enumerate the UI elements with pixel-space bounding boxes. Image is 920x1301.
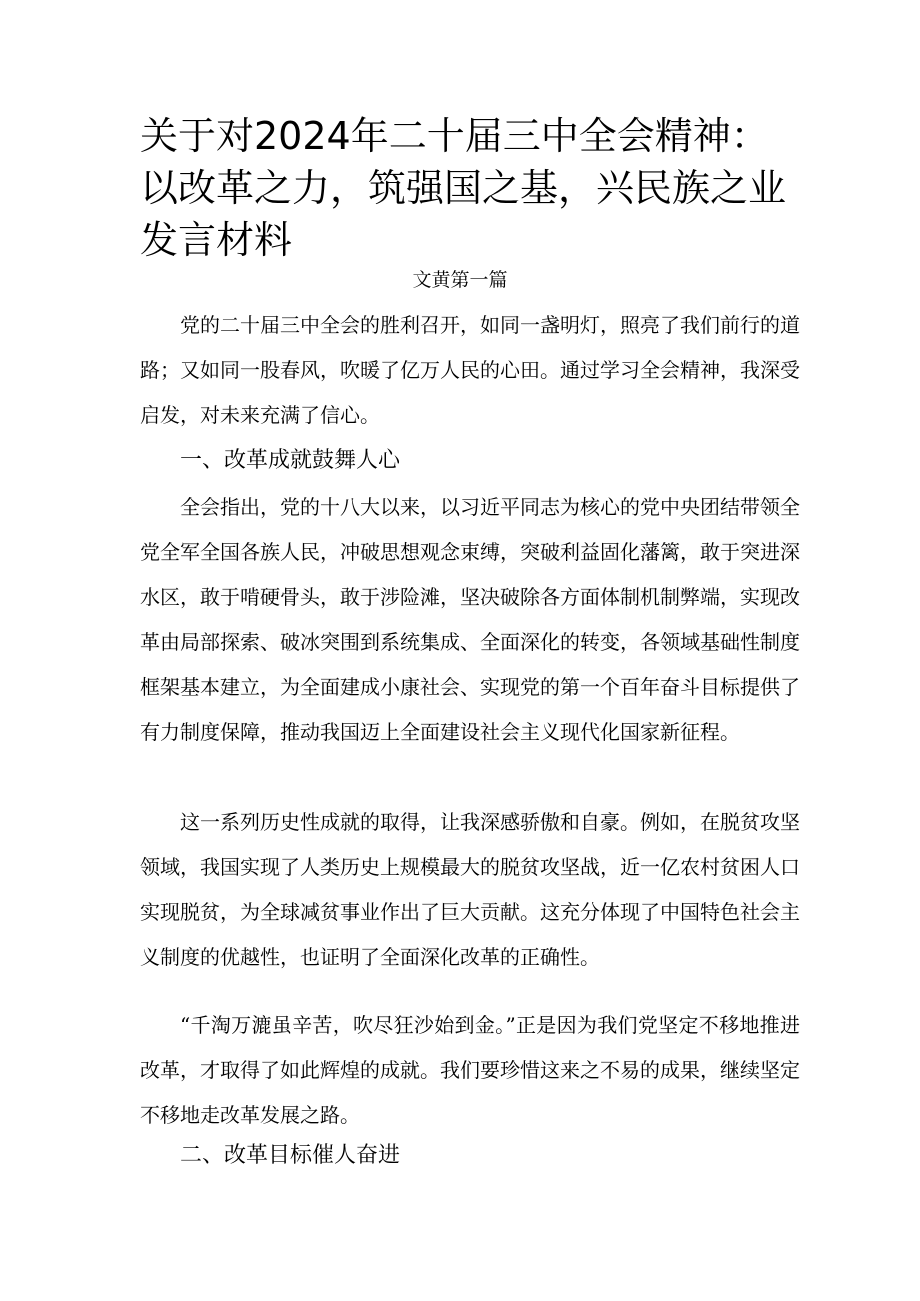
intro-paragraph: 党的二十届三中全会的胜利召开，如同一盏明灯，照亮了我们前行的道路；又如同一股春风，吹暖了亿万人民的心田。通过学习全会精神，我深受启发，对未来充满了信心。 (140, 313, 800, 427)
document-byline: 文黄第一篇 (412, 269, 508, 291)
section-1-paragraph-3: “千淘万漉虽辛苦，吹尽狂沙始到金。”正是因为我们党坚定不移地推进改革，才取得了如此辉煌的成就。我们要珍惜这来之不易的成果，继续坚定不移地走改革发展之路。 (140, 1013, 800, 1127)
section-1-heading: 一、改革成就鼓舞人心 (180, 448, 401, 473)
section-2-heading: 二、改革目标催人奋进 (180, 1143, 401, 1168)
section-1-paragraph-2: 这一系列历史性成就的取得，让我深感骄傲和自豪。例如，在脱贫攻坚领域，我国实现了人类历史上规模最大的脱贫攻坚战，近一亿农村贫困人口实现脱贫，为全球减贫事业作出了巨大贡献。这充分体现了中国特色社会主义制度的优越性，也证明了全面深化改革的正确性。 (140, 810, 800, 969)
section-1-paragraph-1: 全会指出，党的十八大以来，以习近平同志为核心的党中央团结带领全党全军全国各族人民，冲破思想观念束缚，突破利益固化藩篱，敢于突进深水区，敢于啃硬骨头，敢于涉险滩，坚决破除各方面体制机制弊端，实现改革由局部探索、破冰突围到系统集成、全面深化的转变，各领域基础性制度框架基本建立，为全面建成小康社会、实现党的第一个百年奋斗目标提供了有力制度保障，推动我国迈上全面建设社会主义现代化国家新征程。 (140, 495, 800, 744)
document-title: 关于对2024年二十届三中全会精神：以改革之力，筑强国之基，兴民族之业发言材料 (140, 114, 787, 262)
